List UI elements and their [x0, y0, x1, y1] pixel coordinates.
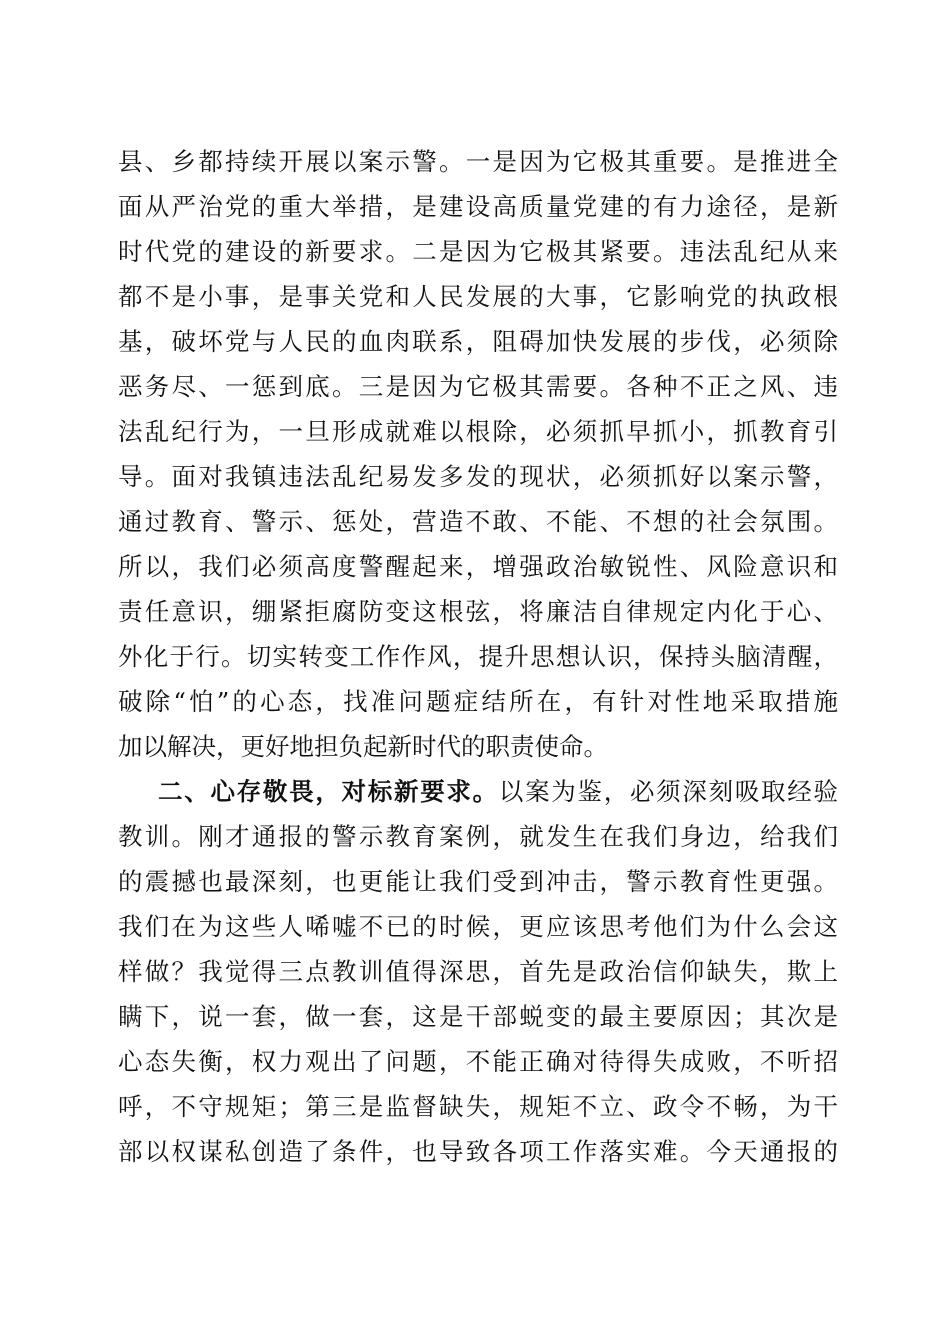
- text-line: 恶务尽、一惩到底。三是因为它极其需要。各种不正之风、违: [118, 372, 838, 401]
- text-line: 样做？我觉得三点教训值得深思，首先是政治信仰缺失，欺上: [118, 957, 838, 986]
- text-line: 外化于行。切实转变工作作风，提升思想认识，保持头脑清醒，: [118, 642, 838, 671]
- text-line: 的震撼也最深刻，也更能让我们受到冲击，警示教育性更强。: [118, 867, 838, 896]
- text-line: 通过教育、警示、惩处，营造不敢、不能、不想的社会氛围。: [118, 507, 838, 536]
- section-heading: 二、心存敬畏，对标新要求。: [158, 777, 499, 806]
- text-line: 加以解决，更好地担负起新时代的职责使命。: [118, 732, 608, 761]
- text-line: 基，破坏党与人民的血肉联系，阻碍加快发展的步伐，必须除: [118, 327, 838, 356]
- text-line: 瞒下，说一套，做一套，这是干部蜕变的最主要原因；其次是: [118, 1002, 838, 1031]
- text-line: 呼，不守规矩；第三是监督缺失，规矩不立、政令不畅，为干: [118, 1092, 838, 1121]
- text-line: 县、乡都持续开展以案示警。一是因为它极其重要。是推进全: [118, 147, 838, 176]
- text-line: 我们在为这些人唏嘘不已的时候，更应该思考他们为什么会这: [118, 912, 838, 941]
- text-line: 面从严治党的重大举措，是建设高质量党建的有力途径，是新: [118, 192, 838, 221]
- text-line: 心态失衡，权力观出了问题，不能正确对待得失成败，不听招: [118, 1047, 838, 1076]
- text-line: 导。面对我镇违法乱纪易发多发的现状，必须抓好以案示警，: [118, 462, 838, 491]
- text-line: 所以，我们必须高度警醒起来，增强政治敏锐性、风险意识和: [118, 552, 838, 581]
- heading-line: [118, 769, 838, 814]
- text-line: 部以权谋私创造了条件，也导致各项工作落实难。今天通报的: [118, 1137, 838, 1166]
- paragraph-1: [118, 139, 838, 769]
- text-line: 责任意识，绷紧拒腐防变这根弦，将廉洁自律规定内化于心、: [118, 597, 838, 626]
- text-line: 时代党的建设的新要求。二是因为它极其紧要。违法乱纪从来: [118, 237, 838, 266]
- text-line: 破除“怕”的心态，找准问题症结所在，有针对性地采取措施: [118, 687, 838, 716]
- heading-line-rest: 以案为鉴，必须深刻吸取经验: [498, 777, 838, 806]
- text-line: 法乱纪行为，一旦形成就难以根除，必须抓早抓小，抓教育引: [118, 417, 838, 446]
- paragraph-2: [118, 769, 838, 1174]
- text-line: 都不是小事，是事关党和人民发展的大事，它影响党的执政根: [118, 282, 838, 311]
- body-text: [118, 139, 838, 1174]
- text-line: 教训。刚才通报的警示教育案例，就发生在我们身边，给我们: [118, 822, 838, 851]
